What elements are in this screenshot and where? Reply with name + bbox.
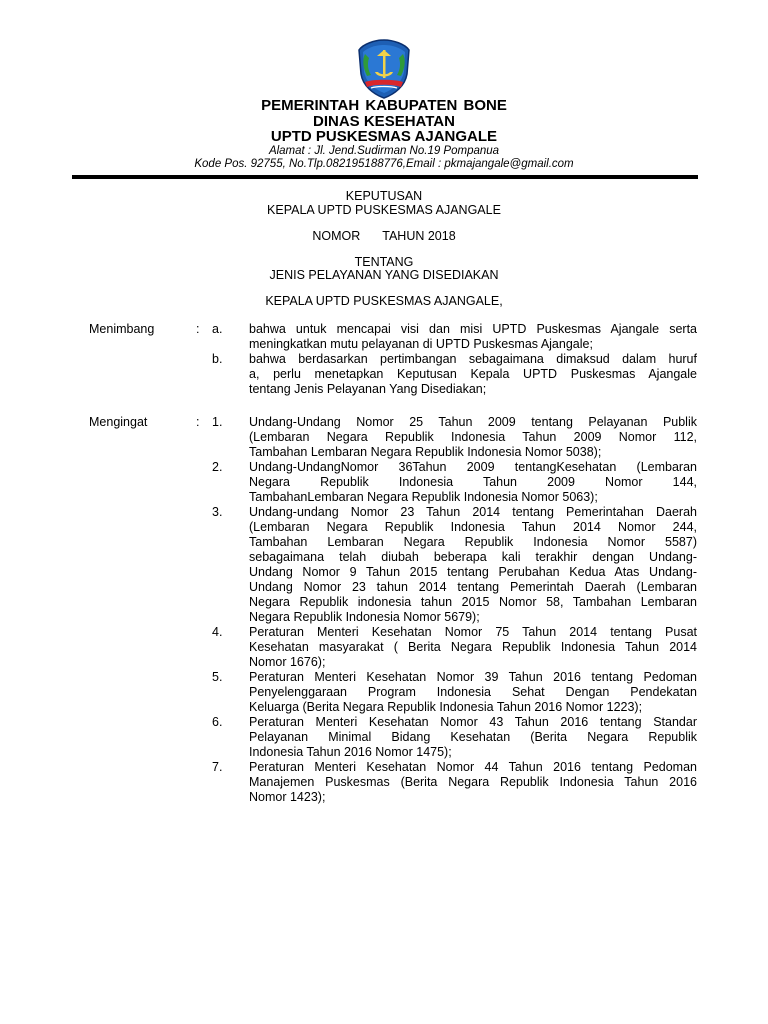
menimbang-item-line: meningkatkan mutu pelayanan di UPTD Puskesmas Ajangale; [249, 337, 593, 351]
doc-about-label: TENTANG [354, 255, 414, 269]
mengingat-item-line: Pelayanan Minimal Bidang Kesehatan (Berita Negara Republik [249, 730, 697, 744]
mengingat-item-text [249, 415, 697, 460]
mengingat-item-line: Negara Republik Indonesia Nomor 5679); [249, 610, 480, 624]
menimbang-item-marker: b. [212, 352, 223, 366]
menimbang-item-line: tentang Jenis Pelayanan Yang Disediakan; [249, 382, 487, 396]
menimbang-colon: : [196, 322, 200, 336]
mengingat-item-line: Nomor 1676); [249, 655, 326, 669]
mengingat-item-line: Keluarga (Berita Negara Republik Indonesia Tahun 2016 Nomor 1223); [249, 700, 643, 714]
mengingat-item-marker: 1. [212, 415, 223, 429]
mengingat-item-line: Peraturan Menteri Kesehatan Nomor 43 Tahun 2016 tentang Standar [249, 715, 697, 729]
mengingat-item-text [249, 505, 697, 625]
doc-issuer: KEPALA UPTD PUSKESMAS AJANGALE, [265, 294, 503, 308]
mengingat-item-line: TambahanLembaran Negara Republik Indonesia Nomor 5063); [249, 490, 598, 504]
mengingat-item-line: Penyelenggaraan Program Indonesia Sehat Dengan Pendekatan [249, 685, 697, 699]
letterhead-department: DINAS KESEHATAN [313, 113, 455, 130]
mengingat-item-line: Peraturan Menteri Kesehatan Nomor 39 Tahun 2016 tentang Pedoman [249, 670, 697, 684]
mengingat-item-line: (Lembaran Negara Republik Indonesia Tahun 2009 Nomor 112, [249, 430, 697, 444]
mengingat-item-line: Tambahan Lembaran Negara Republik Indonesia Nomor 5587) [249, 535, 697, 549]
mengingat-item-line: Negara Republik indonesia tahun 2015 Nomor 58, Tambahan Lembaran [249, 595, 697, 609]
mengingat-item-text [249, 460, 697, 505]
mengingat-item-marker: 5. [212, 670, 223, 684]
menimbang-label: Menimbang [89, 322, 155, 336]
menimbang-item-line: a, perlu menetapkan Keputusan Kepala UPTD Puskesmas Ajangale [249, 367, 697, 381]
menimbang-item-line: bahwa untuk mencapai visi dan misi UPTD Puskesmas Ajangale serta [249, 322, 697, 336]
mengingat-item-line: Negara Republik Indonesia Tahun 2009 Nomor 144, [249, 475, 697, 489]
letterhead-address: Alamat : Jl. Jend.Sudirman No.19 Pompanua [268, 145, 500, 157]
doc-number-line [0, 229, 768, 243]
menimbang-item-marker: a. [212, 322, 223, 336]
menimbang-item-text [249, 322, 697, 352]
menimbang-item-line: bahwa berdasarkan pertimbangan sebagaimana dimaksud dalam huruf [249, 352, 697, 366]
mengingat-item-text [249, 625, 697, 670]
mengingat-item-line: Undang-UndangNomor 36Tahun 2009 tentangKesehatan (Lembaran [249, 460, 697, 474]
mengingat-item-text [249, 715, 697, 760]
letterhead-unit: UPTD PUSKESMAS AJANGALE [270, 128, 498, 145]
letterhead-divider [72, 175, 698, 179]
mengingat-item-text [249, 670, 697, 715]
doc-subject: JENIS PELAYANAN YANG DISEDIAKAN [269, 268, 499, 282]
mengingat-item-line: Undang-Undang Nomor 25 Tahun 2009 tentang Pelayanan Publik [249, 415, 697, 429]
doc-issuer-title: KEPALA UPTD PUSKESMAS AJANGALE [267, 203, 501, 217]
doc-type: KEPUTUSAN [345, 189, 423, 203]
menimbang-item-text [249, 352, 697, 397]
mengingat-item-line: Tambahan Lembaran Negara Republik Indonesia Nomor 5038); [249, 445, 602, 459]
mengingat-item-marker: 3. [212, 505, 223, 519]
mengingat-item-line: Nomor 1423); [249, 790, 326, 804]
mengingat-label: Mengingat [89, 415, 148, 429]
mengingat-item-line: Peraturan Menteri Kesehatan Nomor 44 Tahun 2016 tentang Pedoman [249, 760, 697, 774]
mengingat-item-line: Undang Nomor 23 tahun 2014 tentang Pemerintah Daerah (Lembaran [249, 580, 697, 594]
mengingat-item-line: Manajemen Puskesmas (Berita Negara Republik Indonesia Tahun 2016 [249, 775, 697, 789]
mengingat-item-line: (Lembaran Negara Republik Indonesia Tahun 2014 Nomor 244, [249, 520, 697, 534]
mengingat-item-marker: 6. [212, 715, 223, 729]
crest-logo-icon [353, 38, 415, 100]
letterhead-contact: Kode Pos. 92755, No.Tlp.082195188776,Email : pkmajangale@gmail.com [194, 158, 574, 170]
doc-number-label: NOMOR [312, 229, 361, 243]
doc-year: TAHUN 2018 [382, 229, 456, 243]
letterhead-government: PEMERINTAH KABUPATEN BONE [261, 97, 507, 114]
mengingat-item-text [249, 760, 697, 805]
mengingat-item-line: Indonesia Tahun 2016 Nomor 1475); [249, 745, 452, 759]
mengingat-colon: : [196, 415, 200, 429]
mengingat-item-line: Undang-undang Nomor 23 Tahun 2014 tentang Pemerintahan Daerah [249, 505, 697, 519]
mengingat-item-marker: 7. [212, 760, 223, 774]
mengingat-item-line: Peraturan Menteri Kesehatan Nomor 75 Tahun 2014 tentang Pusat [249, 625, 697, 639]
mengingat-item-line: Kesehatan masyarakat ( Berita Negara Republik Indonesia Tahun 2014 [249, 640, 697, 654]
mengingat-item-marker: 4. [212, 625, 223, 639]
mengingat-item-line: Undang Nomor 9 Tahun 2015 tentang Perubahan Kedua Atas Undang- [249, 565, 697, 579]
mengingat-item-marker: 2. [212, 460, 223, 474]
mengingat-item-line: sebagaimana telah diubah beberapa kali terakhir dengan Undang- [249, 550, 697, 564]
